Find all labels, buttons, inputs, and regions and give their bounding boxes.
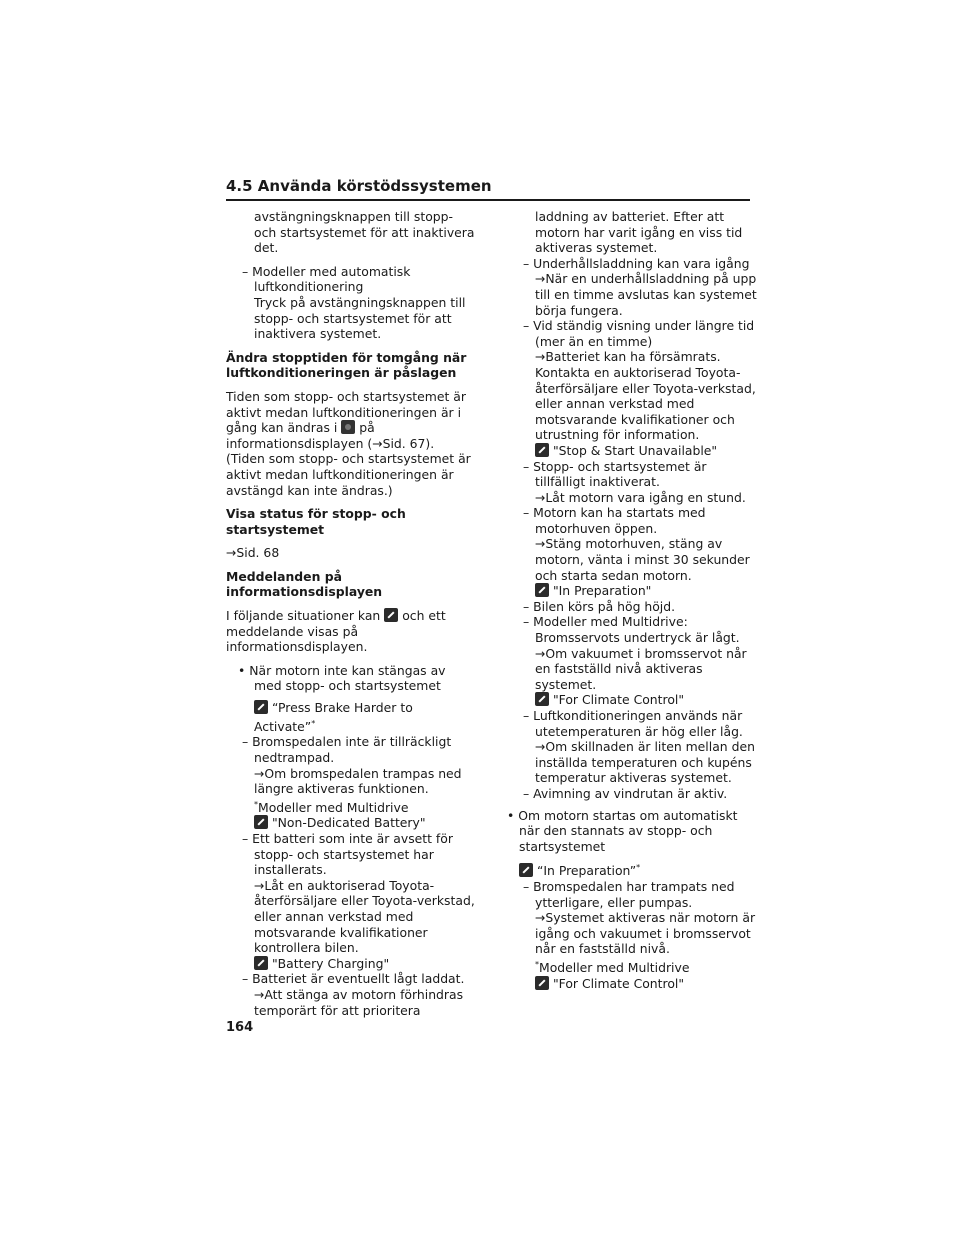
left-column bbox=[226, 209, 476, 1018]
stop-start-icon bbox=[254, 700, 268, 714]
message-text: "For Climate Control" bbox=[552, 975, 685, 991]
remedy-text: →Om vakuumet i bromsservot når en fastställd nivå aktiveras systemet. bbox=[535, 645, 747, 692]
stop-start-icon bbox=[254, 815, 268, 829]
stop-start-icon bbox=[535, 976, 549, 990]
section-header: 4.5 Använda körstödssystemen bbox=[226, 177, 492, 195]
footnote bbox=[507, 957, 757, 976]
stop-start-icon bbox=[519, 863, 533, 877]
dash-item: – Stopp- och startsystemet är tillfälligt inaktiverat. bbox=[523, 458, 707, 490]
message-line bbox=[507, 976, 757, 992]
message-line bbox=[507, 692, 757, 708]
message-text: "Stop & Start Unavailable" bbox=[552, 442, 718, 458]
paragraph-part: I följande situationer kan bbox=[226, 608, 381, 624]
dash-item-body: Tryck på avstängningsknappen till stopp- och startsystemet för att inaktivera systemet. bbox=[254, 294, 466, 342]
message-line bbox=[507, 443, 757, 459]
dash-item: – Bromspedalen har trampats ned ytterligare, eller pumpas. bbox=[523, 879, 735, 910]
message-text: "In Preparation" bbox=[552, 583, 652, 599]
remedy-text: →Om bromspedalen trampas ned längre aktiveras funktionen. bbox=[254, 765, 462, 797]
page-reference: →Sid. 68 bbox=[226, 545, 280, 561]
message-text: "Battery Charging" bbox=[271, 955, 390, 971]
paragraph-part: Tiden som stopp- och startsystemet är aktivt medan luftkonditioneringen är i gång kan ändras i bbox=[226, 388, 466, 436]
right-column bbox=[507, 209, 757, 991]
remedy-text: →Batteriet kan ha försämrats. Kontakta en auktoriserad Toyota-återförsäljare eller Toyota-verkstad, eller annan verkstad med motsvarande kvalifikationer och utrustning för information. bbox=[535, 349, 756, 443]
heading-messages: Meddelanden på informationsdisplayen bbox=[226, 568, 383, 600]
continued-text: laddning av batteriet. Efter att motorn har varit igång en viss tid aktiveras systemet. bbox=[535, 209, 743, 256]
dash-item: – Bromspedalen inte är tillräckligt nedtrampad. bbox=[242, 734, 452, 765]
heading-status: Visa status för stopp- och startsystemet bbox=[226, 506, 406, 537]
dash-item: – Ett batteri som inte är avsett för stopp- och startsystemet har installerats. bbox=[242, 831, 453, 878]
message-line bbox=[226, 700, 476, 734]
page-number: 164 bbox=[226, 1020, 254, 1035]
message-line bbox=[226, 815, 476, 831]
message-text: “In Preparation” bbox=[536, 863, 637, 879]
footnote-mark: * bbox=[636, 863, 641, 873]
stop-start-icon bbox=[384, 608, 398, 622]
remedy-text: →När en underhållsladdning på upp till en timme avslutas kan systemet börja fungera. bbox=[535, 271, 757, 318]
dash-item: – Underhållsladdning kan vara igång bbox=[523, 255, 750, 271]
settings-icon bbox=[341, 420, 355, 434]
dash-item: – Modeller med Multidrive: bbox=[523, 614, 688, 630]
remedy-text: →Låt motorn vara igång en stund. bbox=[535, 489, 746, 505]
message-line bbox=[226, 956, 476, 972]
footnote-mark: * bbox=[311, 718, 316, 728]
stop-start-icon bbox=[535, 443, 549, 457]
paragraph bbox=[226, 608, 476, 655]
stop-start-icon bbox=[535, 583, 549, 597]
dash-item: – Batteriet är eventuellt lågt laddat. bbox=[242, 971, 465, 987]
continued-text: avstängningsknappen till stopp- och startsystemet för att inaktivera det. bbox=[254, 209, 475, 256]
bullet-item: • Om motorn startas om automatiskt när den stannats av stopp- och startsystemet bbox=[507, 807, 738, 854]
dash-item-body: Bromsservots undertryck är lågt. bbox=[535, 630, 740, 646]
paragraph-part: på informationsdisplayen (→Sid. 67). (Tiden som stopp- och startsystemet är aktivt medan luftkonditioneringen är avstängd kan inte ändras.) bbox=[226, 420, 471, 498]
footnote-text: Modeller med Multidrive bbox=[539, 960, 690, 976]
message-line bbox=[507, 860, 757, 879]
message-text: “Press Brake Harder to Activate” bbox=[254, 700, 413, 734]
footnote-text: Modeller med Multidrive bbox=[258, 799, 409, 815]
message-text: "Non-Dedicated Battery" bbox=[271, 815, 426, 831]
bullet-item: • När motorn inte kan stängas av med stopp- och startsystemet bbox=[238, 662, 446, 694]
stop-start-icon bbox=[254, 956, 268, 970]
remedy-text: →Stäng motorhuven, stäng av motorn, vänta i minst 30 sekunder och starta sedan motorn. bbox=[535, 536, 750, 583]
dash-item: – Avimning av vindrutan är aktiv. bbox=[523, 785, 728, 801]
remedy-text: →Systemet aktiveras när motorn är igång och vakuumet i bromsservot når en fastställd nivå. bbox=[535, 910, 756, 957]
dash-item: – Luftkonditioneringen används när utetemperaturen är hög eller låg. bbox=[523, 708, 743, 739]
dash-item: – Motorn kan ha startats med motorhuven öppen. bbox=[523, 505, 706, 536]
footnote-mark: * bbox=[535, 960, 539, 970]
header-divider bbox=[226, 199, 750, 201]
stop-start-icon bbox=[535, 692, 549, 706]
message-text: "For Climate Control" bbox=[552, 692, 685, 708]
footnote bbox=[226, 797, 476, 816]
remedy-text: →Att stänga av motorn förhindras temporärt för att prioritera bbox=[254, 986, 464, 1018]
dash-item: – Bilen körs på hög höjd. bbox=[523, 598, 676, 614]
paragraph bbox=[226, 389, 476, 498]
paragraph-part: och ett meddelande visas på informationsdisplayen. bbox=[226, 608, 446, 655]
message-line bbox=[507, 583, 757, 599]
dash-item: – Vid ständig visning under längre tid (mer än en timme) bbox=[523, 318, 755, 349]
remedy-text: →Om skillnaden är liten mellan den inställda temperaturen och kupéns temperatur aktiveras systemet. bbox=[535, 739, 755, 786]
remedy-text: →Låt en auktoriserad Toyota-återförsäljare eller Toyota-verkstad, eller annan verkstad med motsvarande kvalifikationer kontrollera bilen. bbox=[254, 877, 475, 956]
heading-stop-time: Ändra stopptiden för tomgång när luftkonditioneringen är påslagen bbox=[226, 349, 467, 381]
footnote-mark: * bbox=[254, 799, 258, 809]
dash-item: – Modeller med automatisk luftkonditionering bbox=[242, 263, 411, 295]
